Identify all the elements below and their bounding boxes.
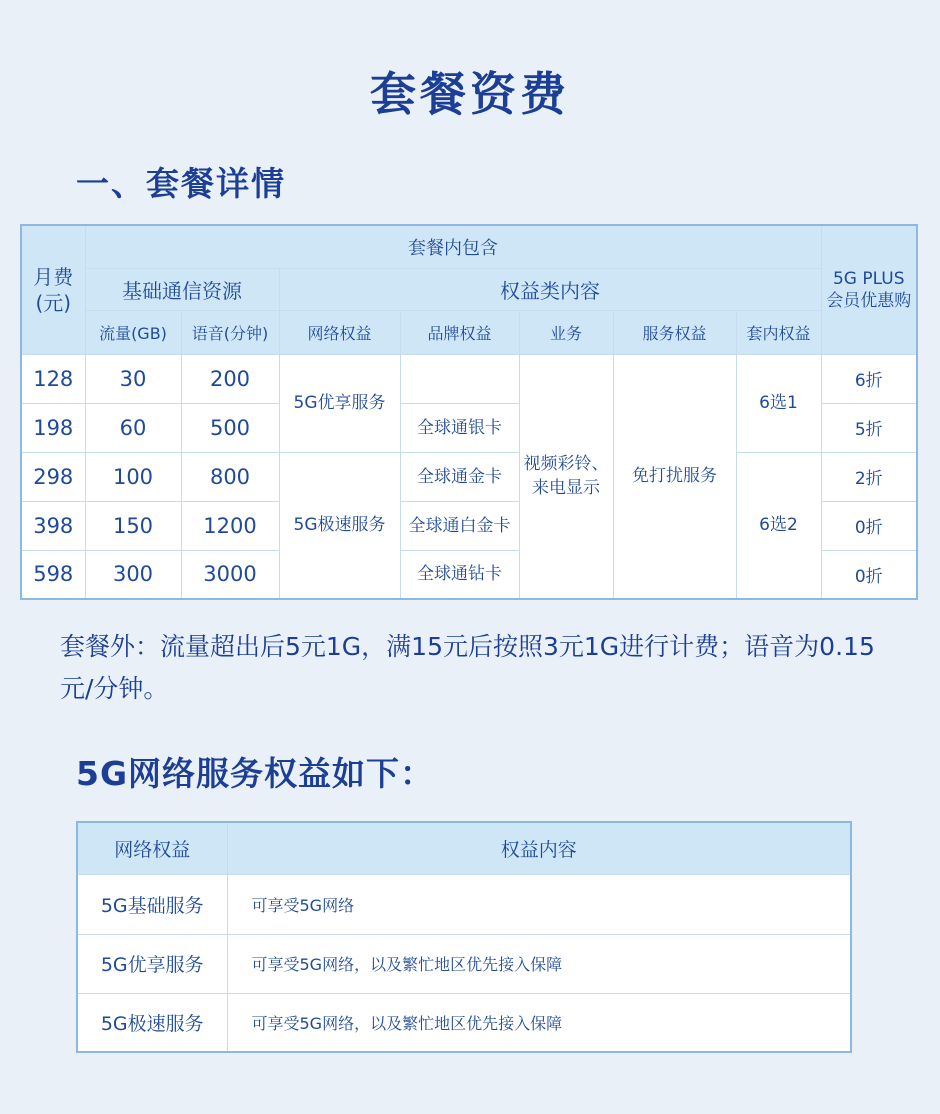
- brand-diamond-cell: 全球通钻卡: [400, 550, 519, 599]
- network-premium-cell: 5G优享服务: [279, 354, 400, 452]
- fee-cell: 398: [21, 501, 85, 550]
- benefit-name-cell: 5G优享服务: [77, 934, 227, 993]
- network-fast-cell: 5G极速服务: [279, 452, 400, 599]
- discount-cell: 0折: [821, 501, 917, 550]
- header-basic-resources: 基础通信资源: [85, 268, 279, 310]
- table-row: [77, 934, 851, 993]
- brand-platinum-cell: 全球通白金卡: [400, 501, 519, 550]
- table-row: [21, 452, 917, 501]
- header-benefit-content: 权益内容: [227, 822, 851, 874]
- network-benefits-table: [76, 821, 852, 1053]
- header-in-plan: 套内权益: [736, 310, 821, 354]
- header-brand: 品牌权益: [400, 310, 519, 354]
- voice-cell: 3000: [181, 550, 279, 599]
- fee-cell: 198: [21, 403, 85, 452]
- header-5g-plus: 5G PLUS 会员优惠购: [821, 225, 917, 354]
- table-row: [77, 993, 851, 1052]
- extra-charges-note: 套餐外：流量超出后5元1G，满15元后按照3元1G进行计费；语音为0.15元/分钟。: [60, 632, 875, 703]
- header-business: 业务: [519, 310, 613, 354]
- benefit-name-cell: 5G基础服务: [77, 874, 227, 934]
- data-cell: 150: [85, 501, 181, 550]
- table-row: [77, 874, 851, 934]
- fee-cell: 128: [21, 354, 85, 403]
- brand-silver-cell: 全球通银卡: [400, 403, 519, 452]
- header-monthly-fee: 月费 (元): [21, 225, 85, 354]
- section-title-plan-details: 一、套餐详情: [76, 164, 286, 203]
- header-network: 网络权益: [279, 310, 400, 354]
- data-cell: 100: [85, 452, 181, 501]
- voice-cell: 500: [181, 403, 279, 452]
- voice-cell: 200: [181, 354, 279, 403]
- in-plan-choose2-cell: 6选2: [736, 452, 821, 599]
- header-benefits: 权益类内容: [279, 268, 821, 310]
- header-voice: 语音(分钟): [181, 310, 279, 354]
- in-plan-choose1-cell: 6选1: [736, 354, 821, 452]
- data-cell: 60: [85, 403, 181, 452]
- plan-table: [20, 224, 918, 600]
- table-row: [21, 354, 917, 403]
- data-cell: 30: [85, 354, 181, 403]
- fee-cell: 598: [21, 550, 85, 599]
- header-service: 服务权益: [613, 310, 736, 354]
- voice-cell: 1200: [181, 501, 279, 550]
- section-title-5g-benefits: 5G网络服务权益如下：: [76, 754, 435, 793]
- discount-cell: 2折: [821, 452, 917, 501]
- brand-gold-cell: 全球通金卡: [400, 452, 519, 501]
- discount-cell: 5折: [821, 403, 917, 452]
- page-title: 套餐资费: [370, 67, 570, 121]
- voice-cell: 800: [181, 452, 279, 501]
- header-data: 流量(GB): [85, 310, 181, 354]
- brand-empty-cell: [400, 354, 519, 403]
- benefit-content-cell: 可享受5G网络，以及繁忙地区优先接入保障: [227, 993, 851, 1052]
- service-cell: 免打扰服务: [613, 354, 736, 599]
- benefit-content-cell: 可享受5G网络，以及繁忙地区优先接入保障: [227, 934, 851, 993]
- discount-cell: 0折: [821, 550, 917, 599]
- header-included: 套餐内包含: [85, 225, 821, 268]
- fee-cell: 298: [21, 452, 85, 501]
- header-network-benefit: 网络权益: [77, 822, 227, 874]
- benefit-content-cell: 可享受5G网络: [227, 874, 851, 934]
- discount-cell: 6折: [821, 354, 917, 403]
- benefit-name-cell: 5G极速服务: [77, 993, 227, 1052]
- data-cell: 300: [85, 550, 181, 599]
- business-cell: 视频彩铃、 来电显示: [519, 354, 613, 599]
